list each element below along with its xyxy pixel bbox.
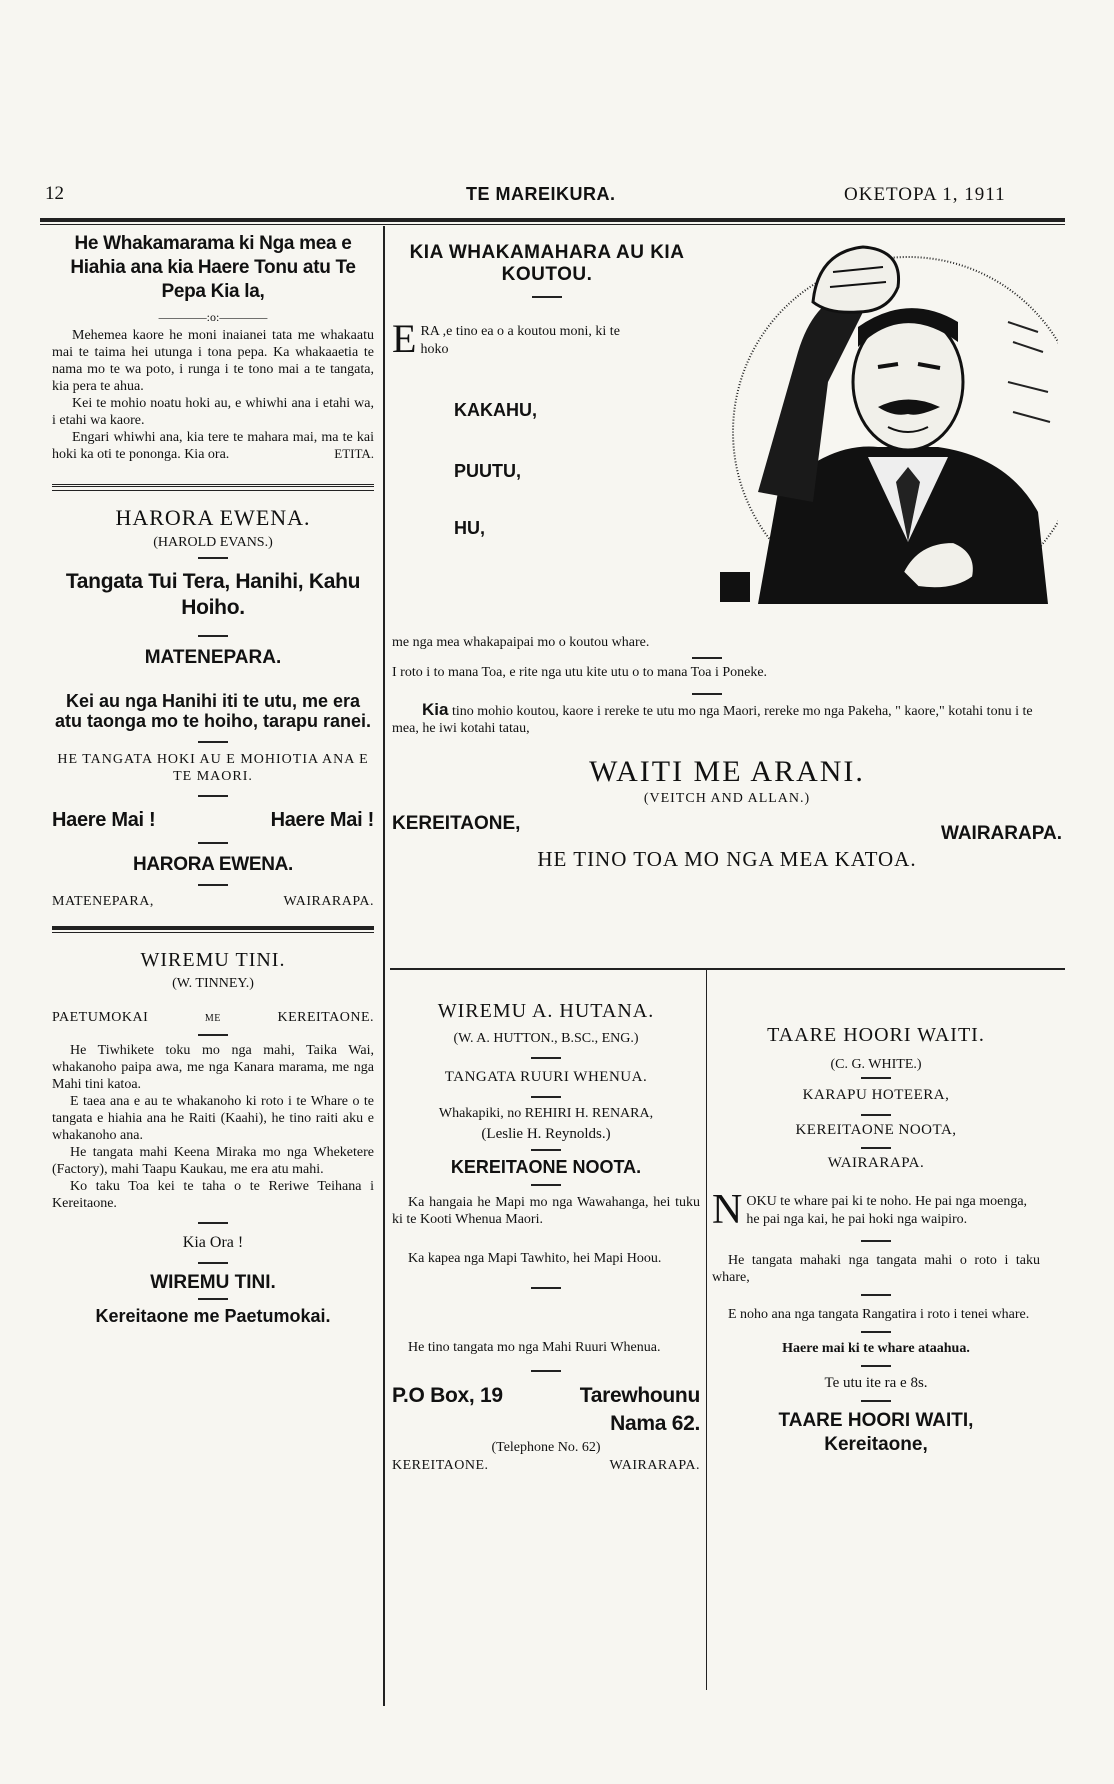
paetumokai-me: ME bbox=[204, 1013, 221, 1024]
wairarapa-2: WAIRARAPA. bbox=[283, 894, 374, 909]
place-row bbox=[52, 894, 374, 910]
hotel-place: KEREITAONE NOOTA, bbox=[795, 1122, 957, 1138]
dash bbox=[531, 1370, 561, 1372]
dash bbox=[531, 1184, 561, 1186]
intro-text: RA ,e tino ea o a koutou moni, ki te hoko bbox=[420, 324, 620, 357]
dash bbox=[198, 1262, 228, 1264]
hotel-paragraph-3: E noho ana nga tangata Rangatira i roto i tenei whare. bbox=[728, 1307, 1030, 1322]
advert-intro bbox=[392, 316, 622, 361]
tarewhounu: Tarewhounu bbox=[579, 1384, 700, 1407]
waiti-name: TAARE HOORI WAITI. bbox=[767, 1024, 985, 1046]
wiremu-name: WIREMU TINI. bbox=[140, 949, 286, 971]
hotel-region: WAIRARAPA. bbox=[827, 1155, 925, 1171]
matenepara-2: MATENEPARA, bbox=[52, 894, 154, 909]
kereitaone: KEREITAONE. bbox=[277, 1010, 374, 1025]
waiti-signature: TAARE HOORI WAITI, bbox=[778, 1410, 974, 1431]
column-3 bbox=[712, 1024, 1040, 1456]
dash bbox=[198, 635, 228, 637]
hutana-paragraph-3: He tino tangata mo nga Mahi Ruuri Whenua. bbox=[408, 1340, 661, 1355]
waiti-english-name: (C. G. WHITE.) bbox=[830, 1057, 922, 1072]
hotel-paragraph-4: Haere mai ki te whare ataahua. bbox=[782, 1341, 970, 1356]
dash bbox=[531, 1287, 561, 1289]
item-kakahu: KAKAHU, bbox=[454, 400, 537, 420]
section-rule bbox=[52, 926, 374, 933]
item-hu: HU, bbox=[454, 518, 485, 538]
hotel-intro bbox=[712, 1187, 1040, 1233]
waiti-signature-2: Kereitaone, bbox=[824, 1434, 928, 1455]
hutana-wairarapa: WAIRARAPA. bbox=[609, 1458, 700, 1473]
section-rule bbox=[390, 968, 1065, 970]
advert-line-3 bbox=[392, 701, 1062, 737]
dash bbox=[861, 1240, 891, 1242]
advert-line-1: me nga mea whakapaipai mo o koutou whare. bbox=[392, 635, 650, 650]
notice-title: He Whakamarama ki Nga mea e Hiahia ana kia Haere Tonu atu Te Pepa Kia la, bbox=[70, 233, 356, 302]
wiremu-signature-2: Kereitaone me Paetumokai. bbox=[95, 1306, 331, 1326]
notice-separator: ————:o:———— bbox=[158, 310, 268, 324]
kereitaone-big: KEREITAONE, bbox=[392, 813, 521, 834]
illustration bbox=[718, 242, 1058, 604]
advert-title: KIA WHAKAMAHARA AU KIA KOUTOU. bbox=[409, 242, 685, 285]
advert-line-3-bold: Kia bbox=[422, 700, 449, 719]
dash bbox=[531, 1057, 561, 1059]
hotel-paragraph-1: OKU te whare pai ki te noho. He pai nga moenga, he pai nga kai, he pai hoki nga waipiro. bbox=[746, 1194, 1028, 1227]
item-puutu: PUUTU, bbox=[454, 461, 521, 481]
header-rule bbox=[40, 218, 1065, 222]
paper-title: TE MAREIKURA. bbox=[466, 184, 616, 204]
dash bbox=[198, 795, 228, 797]
dash bbox=[861, 1365, 891, 1367]
dash bbox=[198, 884, 228, 886]
hutana-contact-row bbox=[392, 1384, 700, 1408]
dash bbox=[861, 1077, 891, 1079]
advert-lines bbox=[392, 635, 1062, 872]
harora-name: HARORA EWENA. bbox=[115, 505, 311, 530]
haere-left: Haere Mai ! bbox=[52, 809, 156, 831]
pobox: P.O Box, 19 bbox=[392, 1384, 503, 1407]
wiremu-paragraph-3: He tangata mahi Keena Miraka mo nga Wheketere (Factory), mahi Taapu Kaukau, me era atu mahi. bbox=[52, 1145, 374, 1177]
column-2 bbox=[392, 1000, 700, 1474]
notice-paragraph-3: Engari whiwhi ana, kia tere te mahara mai, ma te kai hoki ka oti te pononga. Kia ora. bbox=[52, 430, 374, 462]
harora-place: MATENEPARA. bbox=[144, 647, 282, 668]
haere-row bbox=[52, 809, 374, 832]
waiti-title: WAITI ME ARANI. bbox=[589, 755, 865, 788]
paetumokai: PAETUMOKAI bbox=[52, 1010, 149, 1025]
harora-name-2: HARORA EWENA. bbox=[132, 854, 294, 875]
drop-cap-e: E bbox=[392, 316, 417, 361]
dash bbox=[198, 557, 228, 559]
telephone: (Telephone No. 62) bbox=[491, 1440, 601, 1455]
wiremu-paragraph-4: Ko taku Toa kei te taha o te Reriwe Teihana i Kereitaone. bbox=[52, 1179, 374, 1211]
dash bbox=[861, 1400, 891, 1402]
hutana-partner-english: (Leslie H. Reynolds.) bbox=[481, 1126, 611, 1142]
dash bbox=[861, 1147, 891, 1149]
haere-right: Haere Mai ! bbox=[270, 809, 374, 831]
header-rule-thin bbox=[40, 224, 1065, 225]
hutana-english: (W. A. HUTTON., B.SC., ENG.) bbox=[453, 1031, 639, 1046]
drop-cap-n: N bbox=[712, 1187, 743, 1233]
hutana-places bbox=[392, 1458, 700, 1474]
man-illustration bbox=[718, 242, 1058, 604]
issue-date: OKETOPA 1, 1911 bbox=[844, 184, 1006, 205]
wairarapa-big: WAIRARAPA. bbox=[940, 823, 1062, 844]
paetumokai-row bbox=[52, 1010, 374, 1026]
hutana-paragraph-2: Ka kapea nga Mapi Tawhito, hei Mapi Hoou. bbox=[408, 1251, 662, 1266]
waiti-english: (VEITCH AND ALLAN.) bbox=[643, 791, 811, 806]
nama: Nama 62. bbox=[610, 1412, 700, 1435]
harora-maori-line: HE TANGATA HOKI AU E MOHIOTIA ANA E TE MAORI. bbox=[57, 752, 369, 784]
kia-ora: Kia Ora ! bbox=[182, 1234, 244, 1251]
hotel-name: KARAPU HOTEERA, bbox=[802, 1087, 950, 1103]
dash bbox=[861, 1294, 891, 1296]
column-1 bbox=[52, 232, 374, 1327]
column-divider-1 bbox=[383, 226, 385, 1706]
advert-line-2: I roto i to mana Toa, e rite nga utu kite utu o to mana Toa i Poneke. bbox=[392, 665, 768, 680]
hotel-paragraph-2: He tangata mahaki nga tangata mahi o roto i taku whare, bbox=[712, 1253, 1040, 1285]
notice-signature: ETITA. bbox=[334, 446, 374, 461]
dash bbox=[198, 1222, 228, 1224]
harora-ad: Kei au nga Hanihi iti te utu, me era atu taonga mo te hoiho, tarapu ranei. bbox=[54, 691, 372, 731]
dash bbox=[198, 1034, 228, 1036]
wiremu-paragraph-2: E taea ana e au te whakanoho ki roto i te Whare o te tangata e hiahia ana he Raiti (Kaahi), he tino raiti aku e whakanoho ana. bbox=[52, 1094, 374, 1143]
dash bbox=[531, 1096, 561, 1098]
dash bbox=[532, 296, 562, 298]
section-rule bbox=[52, 484, 374, 491]
dash bbox=[198, 1298, 228, 1300]
hutana-name: WIREMU A. HUTANA. bbox=[437, 1000, 655, 1022]
harora-english-name: (HAROLD EVANS.) bbox=[153, 535, 273, 550]
wiremu-english: (W. TINNEY.) bbox=[172, 976, 254, 991]
hutana-kereitaone: KEREITAONE. bbox=[392, 1458, 489, 1473]
toa-line: HE TINO TOA MO NGA MEA KATOA. bbox=[537, 847, 917, 871]
notice-paragraph-2: Kei te mohio noatu hoki au, e whiwhi ana i etahi wa, i etahi wa kaore. bbox=[52, 396, 374, 428]
hutana-paragraph-1: Ka hangaia he Mapi mo nga Wawahanga, hei tuku ki te Kooti Whenua Maori. bbox=[392, 1195, 700, 1227]
hutana-place: KEREITAONE NOOTA. bbox=[450, 1157, 642, 1177]
hotel-price: Te utu ite ra e 8s. bbox=[824, 1375, 928, 1391]
dash bbox=[198, 842, 228, 844]
notice-paragraph-1: Mehemea kaore he moni inaianei tata me whakaatu mai te taima hei utunga i tona pepa. Ka whakaaetia te nama mo te wa poto, i runga i te tono mai a te tangata, kia pera te ahua. bbox=[52, 328, 374, 394]
page-number: 12 bbox=[45, 183, 64, 204]
column-divider-2 bbox=[706, 970, 707, 1690]
wiremu-signature: WIREMU TINI. bbox=[150, 1272, 276, 1293]
dash bbox=[531, 1149, 561, 1151]
dash bbox=[861, 1331, 891, 1333]
hutana-trade: TANGATA RUURI WHENUA. bbox=[444, 1069, 648, 1085]
dash bbox=[198, 741, 228, 743]
wiremu-paragraph-1: He Tiwhikete toku mo nga mahi, Taika Wai, whakanoho paipa awa, me nga Kanara marama, me nga Mahi tini katoa. bbox=[52, 1043, 374, 1092]
waiti-places bbox=[392, 813, 1062, 845]
hutana-partner: Whakapiki, no REHIRI H. RENARA, bbox=[438, 1106, 654, 1121]
dash bbox=[692, 657, 722, 659]
harora-trade: Tangata Tui Tera, Hanihi, Kahu Hoiho. bbox=[65, 570, 361, 619]
dash bbox=[861, 1114, 891, 1116]
dash bbox=[692, 693, 722, 695]
advert-line-3-text: tino mohio koutou, kaore i rereke te utu mo nga Maori, rereke mo nga Pakeha, " kaore," kotahi tonu i te mea, he iwi kotahi tatau, bbox=[392, 704, 1033, 736]
